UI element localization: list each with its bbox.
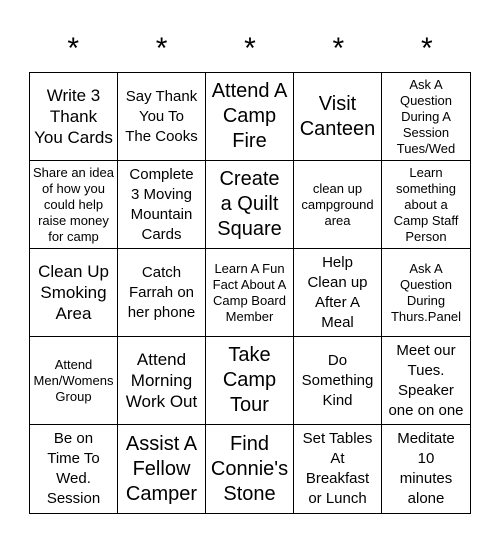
bingo-header [29,26,471,72]
bingo-cell-text: Attend Morning Work Out [125,350,198,411]
bingo-cell[interactable] [118,425,206,513]
bingo-cell-text: Complete 3 Moving Mountain Cards [129,165,194,243]
bingo-cell[interactable] [30,161,118,249]
bingo-cell[interactable] [382,73,470,161]
bingo-cell[interactable] [118,249,206,337]
bingo-cell[interactable] [30,249,118,337]
bingo-board [29,72,471,514]
bingo-cell[interactable] [118,73,206,161]
bingo-cell[interactable] [30,73,118,161]
bingo-cell-text: Share an idea of how you could help raise money for camp [33,164,114,244]
bingo-cell-text: Visit Canteen [299,92,376,140]
bingo-cell-text: Find Connie's Stone [210,432,289,505]
header-star: * [67,32,80,65]
bingo-cell-text: Be on Time To Wed. Session [46,430,101,507]
bingo-cell[interactable] [382,337,470,425]
header-star: * [155,32,168,65]
bingo-cell[interactable] [206,337,294,425]
bingo-cell-text: Clean Up Smoking Area [38,262,109,323]
bingo-cell[interactable] [30,337,118,425]
bingo-cell[interactable] [294,337,382,425]
header-star: * [244,32,256,65]
bingo-cell[interactable] [382,249,470,337]
header-star: * [420,32,433,65]
bingo-cell-text: Learn A Fun Fact About A Camp Board Member [212,260,287,324]
bingo-cell[interactable] [294,73,382,161]
bingo-cell[interactable] [294,425,382,513]
bingo-cell-text: Learn something about a Camp Staff Person [393,164,459,244]
bingo-cell[interactable] [206,425,294,513]
bingo-cell-text: Do Something Kind [301,351,374,409]
bingo-cell-text: Ask A Question During Thurs.Panel [390,260,462,324]
bingo-cell-text: Ask A Question During A Session Tues/Wed [396,76,456,156]
bingo-cell[interactable] [30,425,118,513]
bingo-cell[interactable] [382,161,470,249]
bingo-cell-text: Attend Men/Womens Group [33,356,114,404]
bingo-cell-text: clean up campground area [301,180,374,228]
bingo-cell-text: Say Thank You To The Cooks [125,87,198,145]
bingo-cell-text: Help Clean up After A Meal [307,253,368,331]
bingo-cell-text: Assist A Fellow Camper [125,432,198,505]
bingo-cell-text: Set Tables At Breakfast or Lunch [302,430,373,507]
bingo-cell[interactable] [294,249,382,337]
bingo-cell-text: Write 3 Thank You Cards [34,86,113,147]
bingo-cell[interactable] [382,425,470,513]
bingo-cell-text: Create a Quilt Square [217,168,282,240]
bingo-cell[interactable] [118,337,206,425]
bingo-cell-text: Meditate 10 minutes alone [397,430,455,507]
bingo-cell[interactable] [118,161,206,249]
bingo-cell-text: Catch Farrah on her phone [127,263,196,321]
bingo-cell-text: Take Camp Tour [222,344,277,416]
bingo-cell-text: Meet our Tues. Speaker one on one [388,341,464,419]
bingo-cell[interactable] [294,161,382,249]
bingo-cell[interactable] [206,73,294,161]
bingo-cell-text: Attend A Camp Fire [211,80,288,152]
bingo-cell[interactable] [206,161,294,249]
bingo-cell[interactable] [206,249,294,337]
header-star: * [332,32,345,65]
